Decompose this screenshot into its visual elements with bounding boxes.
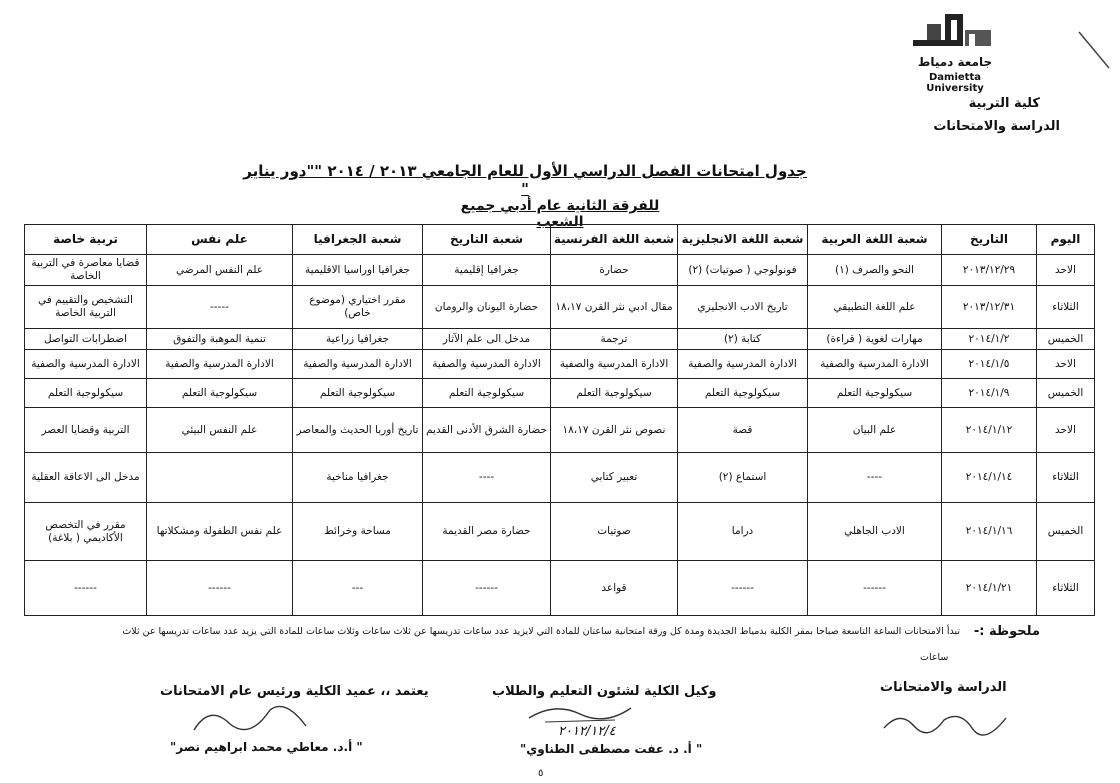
column-header: التاريخ <box>942 225 1037 255</box>
day-cell: الاحد <box>1037 350 1095 379</box>
table-cell: تاريخ أوربا الحديث والمعاصر <box>293 408 423 453</box>
exam-schedule-table <box>24 224 1095 616</box>
day-cell: الخميس <box>1037 329 1095 350</box>
table-cell: ------ <box>423 561 551 616</box>
table-cell: الادارة المدرسية والصفية <box>25 350 147 379</box>
table-cell: ------ <box>147 561 293 616</box>
note-text: تبدأ الامتحانات الساعة التاسعة صباحا بمقر الكلية بدمياط الجديدة ومدة كل ورقة امتحانية ساعتان للمادة التي لايزيد عدد ساعات تدريسها عن ثلاث ساعات وثلاث ساعات للمادة التي يزيد عدد ساعات تدريسها عن ثلاث <box>122 626 960 637</box>
university-name-ar: جامعة دمياط <box>917 55 993 69</box>
table-cell: علم النفس المرضي <box>147 255 293 286</box>
table-cell: استماع (٢) <box>678 453 808 503</box>
page-number: ٥ <box>538 768 544 779</box>
table-cell: جغرافيا مناخية <box>293 453 423 503</box>
date-cell: ٢٠١٤/١/١٦ <box>942 503 1037 561</box>
table-cell: سيكولوجية التعلم <box>678 379 808 408</box>
table-cell: تنمية الموهبة والتفوق <box>147 329 293 350</box>
table-cell: ترجمة <box>551 329 678 350</box>
vice-dean-signature-scribble <box>525 700 635 726</box>
date-cell: ٢٠١٤/١/٢١ <box>942 561 1037 616</box>
table-cell: حضارة الشرق الأدنى القديم <box>423 408 551 453</box>
table-cell: علم البيان <box>808 408 942 453</box>
dean-signature-scribble <box>190 700 310 740</box>
column-header: شعبة اللغة الانجليزية <box>678 225 808 255</box>
date-cell: ٢٠١٣/١٢/٢٩ <box>942 255 1037 286</box>
table-cell <box>147 453 293 503</box>
table-row <box>25 408 1095 453</box>
table-header-row <box>25 225 1095 255</box>
table-cell: الادارة المدرسية والصفية <box>808 350 942 379</box>
faculty-name: كلية التربية <box>968 96 1040 111</box>
table-cell: --- <box>293 561 423 616</box>
column-header: علم نفس <box>147 225 293 255</box>
table-row <box>25 329 1095 350</box>
table-cell: ------ <box>25 561 147 616</box>
table-cell: قواعد <box>551 561 678 616</box>
table-cell: جغرافيا إقليمية <box>423 255 551 286</box>
table-row <box>25 350 1095 379</box>
table-cell: سيكولوجية التعلم <box>423 379 551 408</box>
day-cell: الثلاثاء <box>1037 453 1095 503</box>
date-cell: ٢٠١٤/١/١٢ <box>942 408 1037 453</box>
corner-pen-mark <box>1075 28 1115 73</box>
table-cell: سيكولوجية التعلم <box>147 379 293 408</box>
table-cell: سيكولوجية التعلم <box>551 379 678 408</box>
table-cell: نصوص نثر القرن ١٨،١٧ <box>551 408 678 453</box>
table-cell: مساحة وخرائط <box>293 503 423 561</box>
table-cell: الادارة المدرسية والصفية <box>147 350 293 379</box>
table-cell: اضطرابات التواصل <box>25 329 147 350</box>
department-name: الدراسة والامتحانات <box>933 119 1060 134</box>
handwritten-date: ٢٠١٢/١٢/٤ <box>558 724 616 739</box>
table-cell: مقرر اختياري (موضوع خاص) <box>293 286 423 329</box>
table-cell: مقال ادبي نثر القرن ١٨،١٧ <box>551 286 678 329</box>
date-cell: ٢٠١٤/١/٢ <box>942 329 1037 350</box>
table-cell: علم نفس الطفولة ومشكلاتها <box>147 503 293 561</box>
table-cell: حضارة <box>551 255 678 286</box>
table-cell: الادب الجاهلي <box>808 503 942 561</box>
column-header: اليوم <box>1037 225 1095 255</box>
table-cell: ------ <box>678 561 808 616</box>
note-label: ملحوظة :- <box>973 624 1040 639</box>
table-cell: حضارة اليونان والرومان <box>423 286 551 329</box>
table-row <box>25 453 1095 503</box>
table-cell: حضارة مصر القديمة <box>423 503 551 561</box>
table-cell: ----- <box>147 286 293 329</box>
table-cell: سيكولوجية التعلم <box>25 379 147 408</box>
table-cell: التشخيص والتقييم في التربية الخاصة <box>25 286 147 329</box>
logo-emblem-icon <box>905 10 1005 58</box>
page-subtitle: للفرقة الثانية عام أدبي جميع الشعب <box>460 198 660 230</box>
table-cell: النحو والصرف (١) <box>808 255 942 286</box>
table-cell: دراما <box>678 503 808 561</box>
table-cell: مقرر في التخصص الأكاديمي ( بلاغة) <box>25 503 147 561</box>
table-cell: مدخل الى الاعاقة العقلية <box>25 453 147 503</box>
table-cell: تاريخ الادب الانجليزي <box>678 286 808 329</box>
university-name-en: Damietta University <box>926 72 984 94</box>
day-cell: الاحد <box>1037 408 1095 453</box>
university-logo <box>905 10 1005 94</box>
table-cell: سيكولوجية التعلم <box>293 379 423 408</box>
table-cell: مدخل الى علم الآثار <box>423 329 551 350</box>
column-header: شعبة التاريخ <box>423 225 551 255</box>
day-cell: الخميس <box>1037 503 1095 561</box>
table-cell: فونولوجي ( صوتيات) (٢) <box>678 255 808 286</box>
table-row <box>25 255 1095 286</box>
table-row <box>25 286 1095 329</box>
vice-dean-name: " أ. د. عفت مصطفى الطناوي" <box>520 742 703 756</box>
table-cell: سيكولوجية التعلم <box>808 379 942 408</box>
note-text-continued: ساعات <box>920 652 949 663</box>
page-title: جدول امتحانات الفصل الدراسي الأول للعام الجامعي ٢٠١٣ / ٢٠١٤ ""دور يناير " <box>243 162 807 198</box>
table-cell: صوتيات <box>551 503 678 561</box>
table-row <box>25 379 1095 408</box>
table-cell: جغرافيا زراعية <box>293 329 423 350</box>
column-header: شعبة اللغة العربية <box>808 225 942 255</box>
table-row <box>25 503 1095 561</box>
dean-name: " أ.د. معاطي محمد ابراهيم نصر" <box>170 740 363 754</box>
day-cell: الثلاثاء <box>1037 286 1095 329</box>
table-cell: الادارة المدرسية والصفية <box>423 350 551 379</box>
table-cell: الادارة المدرسية والصفية <box>678 350 808 379</box>
vice-dean-title: وكيل الكلية لشئون التعليم والطلاب <box>492 684 717 699</box>
column-header: تربية خاصة <box>25 225 147 255</box>
table-cell: ---- <box>808 453 942 503</box>
date-cell: ٢٠١٣/١٢/٣١ <box>942 286 1037 329</box>
table-cell: جغرافيا اوراسيا الاقليمية <box>293 255 423 286</box>
dean-title: يعتمد ،، عميد الكلية ورئيس عام الامتحانات <box>160 684 429 699</box>
table-cell: الادارة المدرسية والصفية <box>551 350 678 379</box>
exams-office-signature-title: الدراسة والامتحانات <box>880 680 1007 695</box>
table-cell: ------ <box>808 561 942 616</box>
table-cell: كتابة (٢) <box>678 329 808 350</box>
table-cell: علم اللغة التطبيقي <box>808 286 942 329</box>
column-header: شعبة اللغة الفرنسية <box>551 225 678 255</box>
exams-office-signature-scribble <box>880 706 1010 736</box>
day-cell: الاحد <box>1037 255 1095 286</box>
column-header: شعبة الجغرافيا <box>293 225 423 255</box>
table-cell: الادارة المدرسية والصفية <box>293 350 423 379</box>
table-cell: قضايا معاصرة في التربية الخاصة <box>25 255 147 286</box>
table-cell: علم النفس البيئي <box>147 408 293 453</box>
table-row <box>25 561 1095 616</box>
table-cell: تعبير كتابي <box>551 453 678 503</box>
day-cell: الخميس <box>1037 379 1095 408</box>
day-cell: الثلاثاء <box>1037 561 1095 616</box>
table-cell: التربية وقضايا العصر <box>25 408 147 453</box>
table-cell: مهارات لغوية ( قراءة) <box>808 329 942 350</box>
table-cell: قصة <box>678 408 808 453</box>
date-cell: ٢٠١٤/١/٩ <box>942 379 1037 408</box>
date-cell: ٢٠١٤/١/١٤ <box>942 453 1037 503</box>
date-cell: ٢٠١٤/١/٥ <box>942 350 1037 379</box>
table-cell: ---- <box>423 453 551 503</box>
